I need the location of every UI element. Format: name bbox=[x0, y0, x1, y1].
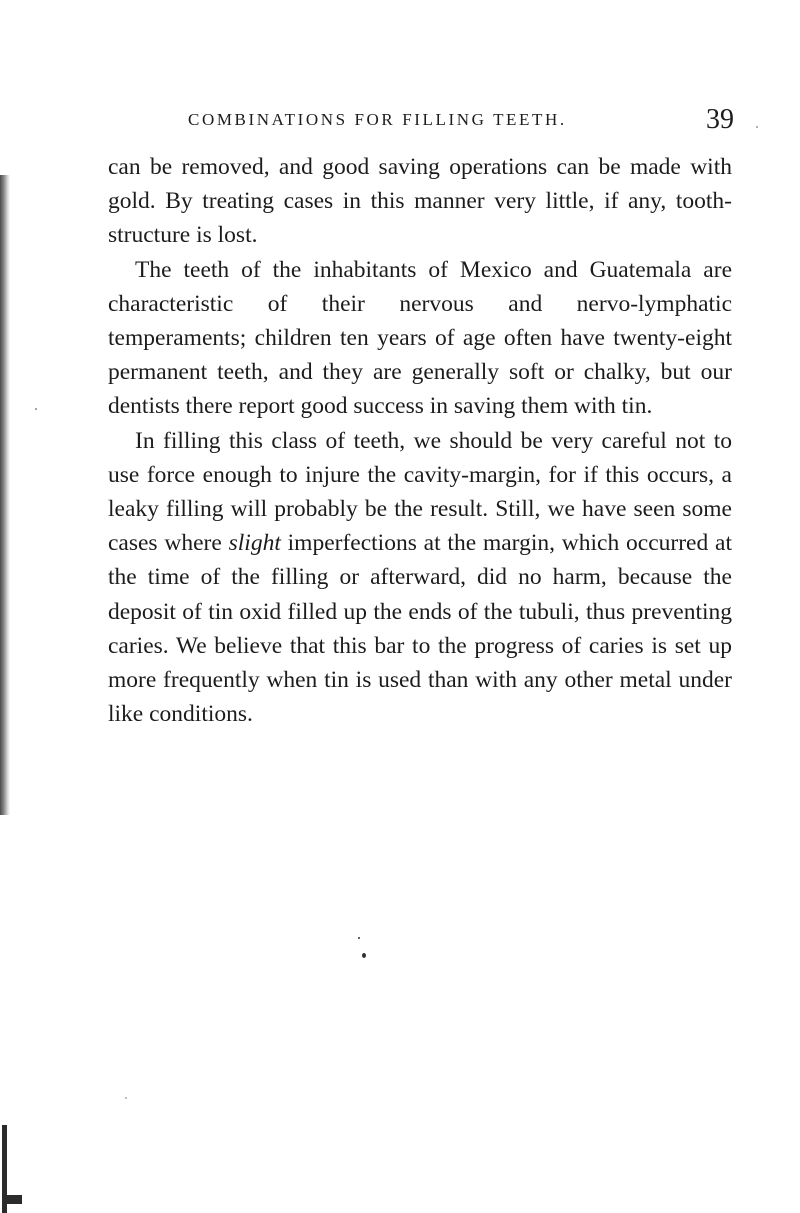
paragraph-3 bbox=[108, 424, 732, 732]
body-text bbox=[108, 150, 732, 731]
ink-speck bbox=[358, 937, 360, 939]
running-title: COMBINATIONS FOR FILLING TEETH. bbox=[188, 110, 567, 129]
paragraph-3-before-italic: In filling this class of teeth, we should be very careful not to use force enough to injure the cavity-margin, for if this occurs, a leaky filling will probably be the result. Still, we have seen some cases where bbox=[108, 427, 732, 557]
ink-speck bbox=[756, 126, 758, 128]
page-edge-corner-mark bbox=[0, 1125, 22, 1213]
paragraph-2: The teeth of the inhabitants of Mexico and Guatemala are characteristic of their nervous and nervo-lymphatic temperaments; children ten years of age often have twenty-eight permanent teeth, and they are generally soft or chalky, but our dentists there report good success in saving them with tin. bbox=[108, 256, 732, 420]
paragraph-3-after-italic: imperfections at the margin, which occurred at the time of the filling or afterward, did no harm, because the deposit of tin oxid filled up the ends of the tubuli, thus preventing caries. We believe that this bar to the progress of caries is set up more frequently when tin is used than with any other metal under like conditions. bbox=[108, 530, 732, 728]
italic-word: slight bbox=[228, 530, 281, 557]
page-number: 39 bbox=[706, 104, 734, 135]
ink-speck bbox=[35, 408, 37, 410]
ink-speck bbox=[362, 953, 366, 958]
edge-foot bbox=[2, 1195, 22, 1204]
running-head bbox=[108, 104, 734, 144]
paragraph-1: can be removed, and good saving operations can be made with gold. By treating cases in this manner very little, if any, tooth-structure is lost. bbox=[108, 154, 732, 249]
ink-speck bbox=[125, 1097, 127, 1099]
page-edge-shadow bbox=[0, 175, 10, 815]
